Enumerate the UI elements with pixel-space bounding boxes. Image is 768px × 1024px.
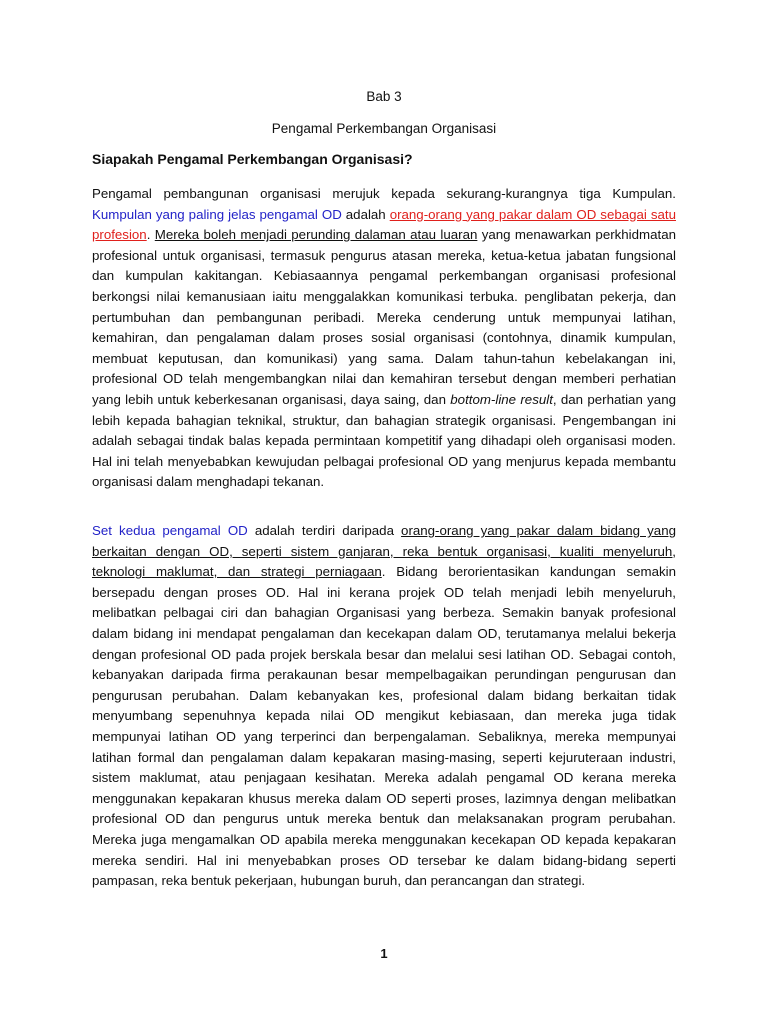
p2-text-1: adalah terdiri daripada <box>247 523 402 538</box>
p1-italic-phrase: bottom-line result <box>450 391 553 407</box>
p1-text-4: yang menawarkan perkhidmatan profesional untuk organisasi, termasuk pengurus atasan mereka, ketua-ketua jabatan fungsional dan kumpulan kakitangan. Kebiasaannya pengamal perkembangan organisasi profesional berkongsi nilai kemanusiaan iaitu menggalakkan komunikasi terbuka. penglibatan pekerja, dan pertumbuhan dan pembangunan peribadi. Mereka cenderung untuk mempunyai latihan, kemahiran, dan pengalaman dalam proses sosial organisasi (contohnya, dinamik kumpulan, membuat keputusan, dan komunikasi) yang sama. Dalam tahun-tahun kebelakangan ini, profesional OD telah mengembangkan nilai dan kemahiran tersebut dengan memberi perhatian yang lebih untuk keberkesanan organisasi, daya saing, dan <box>92 227 676 407</box>
p1-underlined-phrase: Mereka boleh menjadi perunding dalaman atau luaran <box>154 227 478 243</box>
p1-red-underlined-phrase: orang-orang yang pakar dalam OD sebagai satu profesion <box>92 206 676 243</box>
chapter-title: Pengamal Perkembangan Organisasi <box>271 121 497 136</box>
paragraph-1 <box>92 184 676 493</box>
p1-text-1: Pengamal pembangunan organisasi merujuk kepada sekurang-kurangnya tiga Kumpulan. <box>92 186 676 201</box>
p2-text-2: . Bidang berorientasikan kandungan semakin bersepadu dengan proses OD. Hal ini kerana projek OD telah menjadi lebih menyeluruh, melibatkan pelbagai ciri dan bahagian Organisasi yang berbeza. Semakin banyak profesional dalam bidang ini mendapat pengalaman dan kecekapan dalam OD, terutamanya melalui bekerja dengan profesional OD pada projek berskala besar dan melalui sesi latihan OD. Sebagai contoh, kebanyakan daripada firma perakaunan besar mempelbagaikan perundingan pengurusan dan pengurusan perubahan. Dalam kebanyakan kes, profesional dalam bidang berkaitan tidak menyumbang sepenuhnya kepada nilai OD mengikut kebiasaan, dan mereka juga tidak mempunyai latihan OD yang terperinci dan berpengalaman. Sebaliknya, mereka mempunyai latihan formal dan pengalaman dalam kepakaran masing-masing, seperti kejuruteraan industri, sistem maklumat, atau penjagaan kesihatan. Mereka adalah pengamal OD kerana mereka menggunakan kepakaran khusus mereka dalam OD seperti proses, lazimnya dengan melibatkan profesional OD dan pengurus untuk mereka bentuk dan melaksanakan program perubahan. Mereka juga mengamalkan OD apabila mereka menggunakan kecekapan OD kepada kepakaran mereka sendiri. Hal ini menyebabkan proses OD tersebar ke dalam bidang-bidang seperti pampasan, reka bentuk pekerjaan, hubungan buruh, dan perancangan dan strategi. <box>92 564 676 889</box>
p1-text-3: . <box>146 227 155 243</box>
p1-blue-phrase: Kumpulan yang paling jelas pengamal OD <box>92 206 342 222</box>
p2-underlined-phrase: orang-orang yang pakar dalam bidang yang berkaitan dengan OD, seperti sistem ganjaran, reka bentuk organisasi, kualiti menyeluruh, teknologi maklumat, dan strategi perniagaan <box>92 523 676 580</box>
p2-blue-phrase: Set kedua pengamal OD <box>92 523 248 538</box>
section-heading: Siapakah Pengamal Perkembangan Organisasi? <box>92 151 413 167</box>
p1-text-2: adalah <box>341 206 390 222</box>
chapter-label: Bab 3 <box>366 89 402 104</box>
paragraph-2 <box>92 521 676 892</box>
p1-text-5: , dan perhatian yang lebih kepada bahagian teknikal, struktur, dan bahagian strategik organisasi. Pengembangan ini adalah sebagai tindak balas kepada permintaan kompetitif yang dihadapi oleh organisasi moden. Hal ini telah menyebabkan kewujudan pelbagai profesional OD yang menjurus kepada membantu organisasi dalam menghadapi tekanan. <box>92 391 676 490</box>
page-number: 1 <box>380 946 388 961</box>
